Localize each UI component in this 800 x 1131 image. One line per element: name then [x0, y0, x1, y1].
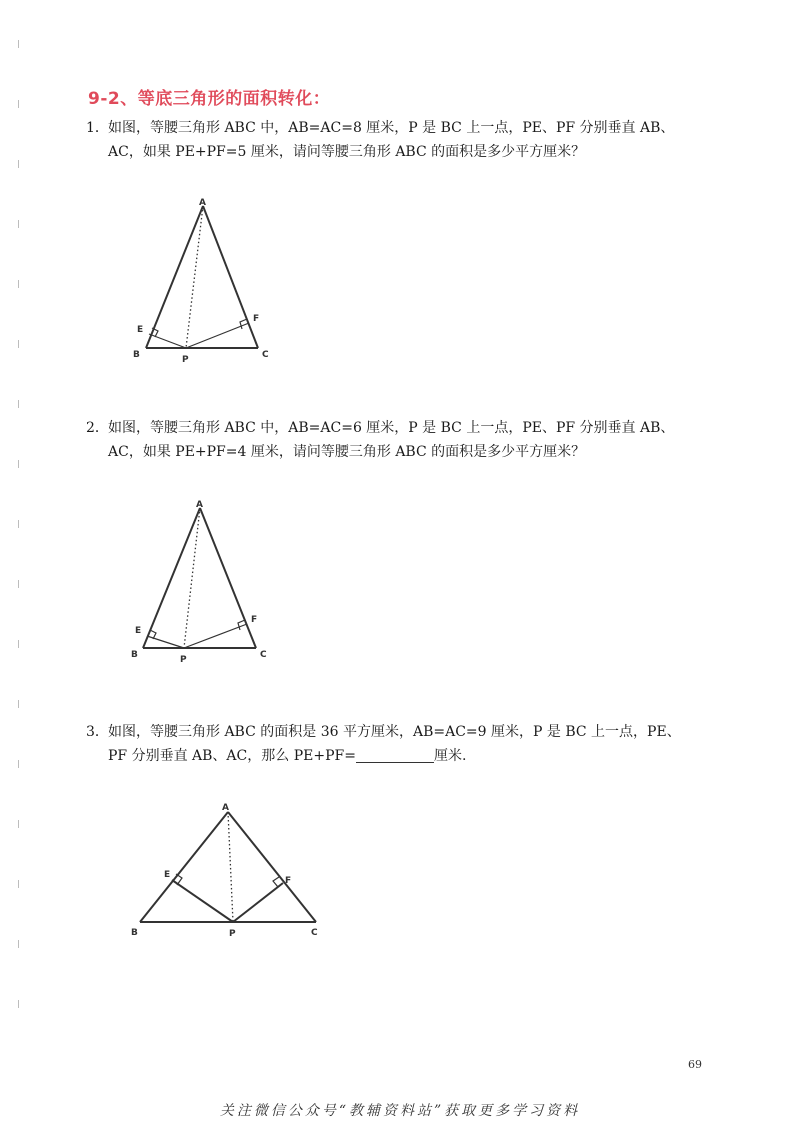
problem-number: 1．	[86, 120, 109, 136]
problem-text-line2: AC，如果 PE+PF=5 厘米，请问等腰三角形 ABC 的面积是多少平方厘米？	[108, 144, 586, 160]
label-c: C	[262, 350, 269, 360]
right-angle-f	[273, 877, 279, 887]
problem-text-line2-end: 厘米.	[433, 748, 467, 764]
page-number: 69	[688, 1058, 702, 1071]
segment-ap	[228, 812, 233, 922]
label-a: A	[222, 803, 229, 813]
section-title: 9-2、等底三角形的面积转化：	[88, 89, 331, 109]
label-b: B	[131, 650, 138, 660]
problem-text-line2: AC，如果 PE+PF=4 厘米，请问等腰三角形 ABC 的面积是多少平方厘米？	[108, 444, 586, 460]
problem-text-line2: PF 分别垂直 AB、AC，那么 PE+PF=	[108, 748, 356, 764]
label-c: C	[311, 928, 318, 938]
label-p: P	[180, 655, 187, 665]
label-p: P	[182, 355, 189, 365]
problem-text-line1: 如图，等腰三角形 ABC 的面积是 36 平方厘米，AB=AC=9 厘米，P 是 BC 上一点，PE、	[108, 724, 681, 740]
label-b: B	[133, 350, 140, 360]
label-a: A	[199, 198, 206, 208]
segment-pe	[172, 880, 233, 922]
label-e: E	[137, 325, 144, 335]
problem-text-line1: 如图，等腰三角形 ABC 中，AB=AC=8 厘米，P 是 BC 上一点，PE、PF 分别垂直 AB、	[108, 120, 675, 136]
label-f: F	[285, 876, 292, 886]
label-p: P	[229, 929, 236, 939]
problem-number: 2．	[86, 420, 109, 436]
label-e: E	[164, 870, 171, 880]
label-b: B	[131, 928, 138, 938]
problem-text-line1: 如图，等腰三角形 ABC 中，AB=AC=6 厘米，P 是 BC 上一点，PE、PF 分别垂直 AB、	[108, 420, 675, 436]
label-e: E	[135, 626, 142, 636]
side-ab	[140, 812, 228, 922]
side-ac	[228, 812, 316, 922]
label-f: F	[253, 314, 260, 324]
label-c: C	[260, 650, 267, 660]
footer-note: 关注微信公众号“教辅资料站”获取更多学习资料	[219, 1103, 581, 1119]
label-f: F	[251, 615, 258, 625]
segment-pf	[233, 883, 283, 922]
label-a: A	[196, 500, 203, 510]
problem-number: 3．	[86, 724, 109, 740]
